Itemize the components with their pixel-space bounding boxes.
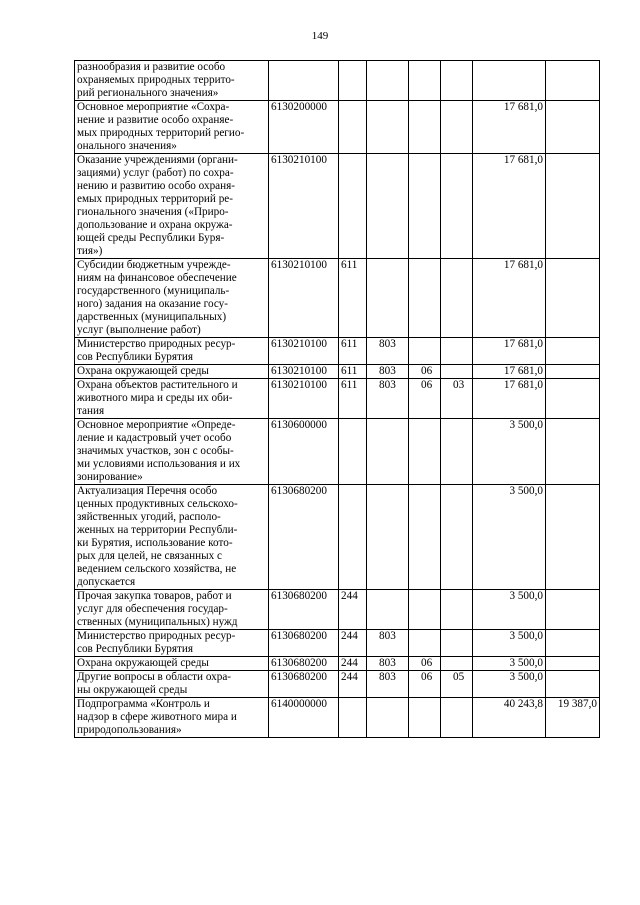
- expense-type-code-cell: [339, 154, 367, 259]
- item-name-cell: [75, 61, 269, 101]
- item-name-line: ющей среды Республики Буря-: [77, 232, 225, 244]
- budget-table: [74, 60, 600, 738]
- target-article-code-cell: 6130210100: [269, 259, 339, 338]
- target-article-code-cell: 6130680200: [269, 485, 339, 590]
- amount-second-cell: [546, 365, 600, 379]
- amount-cell: 17 681,0: [473, 365, 546, 379]
- subsection-code-cell: [441, 61, 473, 101]
- item-name-line: рий регионального значения»: [77, 87, 219, 99]
- item-name-line: Основное мероприятие «Опреде-: [77, 419, 236, 431]
- item-name-line: нение и развитие особо охраняе-: [77, 114, 234, 126]
- item-name-line: Охрана объектов растительного и: [77, 379, 238, 391]
- subsection-code-cell: [441, 657, 473, 671]
- amount-second-cell: [546, 101, 600, 154]
- section-code-cell: [409, 338, 441, 365]
- target-article-code-cell: 6130680200: [269, 590, 339, 630]
- table-row: [75, 590, 600, 630]
- item-name-line: животного мира и среды их оби-: [77, 392, 233, 404]
- item-name-line: ниям на финансовое обеспечение: [77, 272, 237, 284]
- table-row: [75, 419, 600, 485]
- expense-type-code-cell: 244: [339, 630, 367, 657]
- ministry-code-cell: [367, 259, 409, 338]
- section-code-cell: [409, 259, 441, 338]
- expense-type-code-cell: [339, 419, 367, 485]
- ministry-code-cell: 803: [367, 379, 409, 419]
- amount-cell: 17 681,0: [473, 154, 546, 259]
- item-name-line: нению и развитию особо охраня-: [77, 180, 235, 192]
- item-name-line: Оказание учреждениями (органи-: [77, 154, 238, 166]
- item-name-line: охраняемых природных террито-: [77, 74, 235, 86]
- table-row: [75, 154, 600, 259]
- item-name-line: ного) задания на оказание госу-: [77, 298, 228, 310]
- section-code-cell: [409, 590, 441, 630]
- item-name-line: емых природных территорий ре-: [77, 193, 233, 205]
- target-article-code-cell: 6130210100: [269, 379, 339, 419]
- item-name-line: Министерство природных ресур-: [77, 338, 236, 350]
- amount-cell: 3 500,0: [473, 419, 546, 485]
- table-row: [75, 61, 600, 101]
- item-name-line: надзор в сфере животного мира и: [77, 711, 237, 723]
- item-name-line: тия»): [77, 245, 103, 257]
- amount-cell: 3 500,0: [473, 590, 546, 630]
- subsection-code-cell: [441, 101, 473, 154]
- amount-cell: 40 243,8: [473, 698, 546, 738]
- ministry-code-cell: 803: [367, 338, 409, 365]
- amount-second-cell: [546, 590, 600, 630]
- item-name-line: Прочая закупка товаров, работ и: [77, 590, 232, 602]
- amount-second-cell: [546, 671, 600, 698]
- item-name-line: рых для целей, не связанных с: [77, 550, 223, 562]
- ministry-code-cell: [367, 485, 409, 590]
- item-name-line: сов Республики Бурятия: [77, 351, 194, 363]
- subsection-code-cell: [441, 419, 473, 485]
- section-code-cell: [409, 698, 441, 738]
- amount-second-cell: [546, 338, 600, 365]
- item-name-line: ведением сельского хозяйства, не: [77, 563, 237, 575]
- item-name-cell: [75, 630, 269, 657]
- ministry-code-cell: [367, 101, 409, 154]
- table-row: [75, 259, 600, 338]
- table-row: [75, 671, 600, 698]
- item-name-line: зонирование»: [77, 471, 143, 483]
- target-article-code-cell: 6130200000: [269, 101, 339, 154]
- amount-cell: 17 681,0: [473, 259, 546, 338]
- item-name-line: ми условиями использования и их: [77, 458, 241, 470]
- section-code-cell: [409, 154, 441, 259]
- expense-type-code-cell: [339, 101, 367, 154]
- amount-cell: 17 681,0: [473, 338, 546, 365]
- item-name-cell: [75, 101, 269, 154]
- expense-type-code-cell: 611: [339, 259, 367, 338]
- item-name-cell: [75, 485, 269, 590]
- item-name-cell: [75, 698, 269, 738]
- subsection-code-cell: [441, 590, 473, 630]
- table-row: [75, 630, 600, 657]
- item-name-line: Субсидии бюджетным учрежде-: [77, 259, 231, 271]
- item-name-line: гионального значения («Приро-: [77, 206, 229, 218]
- item-name-line: женных на территории Республи-: [77, 524, 238, 536]
- item-name-line: допускается: [77, 576, 136, 588]
- expense-type-code-cell: 611: [339, 338, 367, 365]
- subsection-code-cell: [441, 485, 473, 590]
- subsection-code-cell: [441, 698, 473, 738]
- expense-type-code-cell: [339, 485, 367, 590]
- item-name-line: Другие вопросы в области охра-: [77, 671, 232, 683]
- item-name-line: значимых участков, зон с особы-: [77, 445, 234, 457]
- item-name-cell: [75, 657, 269, 671]
- amount-cell: 3 500,0: [473, 671, 546, 698]
- subsection-code-cell: [441, 338, 473, 365]
- amount-cell: [473, 61, 546, 101]
- amount-cell: 3 500,0: [473, 630, 546, 657]
- amount-cell: 3 500,0: [473, 657, 546, 671]
- ministry-code-cell: 803: [367, 671, 409, 698]
- table-row: [75, 657, 600, 671]
- target-article-code-cell: 6140000000: [269, 698, 339, 738]
- amount-second-cell: [546, 485, 600, 590]
- subsection-code-cell: [441, 154, 473, 259]
- item-name-line: природопользования»: [77, 724, 182, 736]
- item-name-line: ки Бурятия, использование кото-: [77, 537, 233, 549]
- item-name-line: услуг для обеспечения государ-: [77, 603, 228, 615]
- subsection-code-cell: 05: [441, 671, 473, 698]
- target-article-code-cell: 6130680200: [269, 671, 339, 698]
- amount-second-cell: [546, 379, 600, 419]
- amount-second-cell: 19 387,0: [546, 698, 600, 738]
- item-name-line: тания: [77, 405, 105, 417]
- item-name-line: услуг (выполнение работ): [77, 324, 201, 336]
- item-name-line: ление и кадастровый учет особо: [77, 432, 232, 444]
- item-name-cell: [75, 365, 269, 379]
- ministry-code-cell: [367, 154, 409, 259]
- target-article-code-cell: 6130210100: [269, 154, 339, 259]
- item-name-line: Основное мероприятие «Сохра-: [77, 101, 230, 113]
- target-article-code-cell: 6130210100: [269, 365, 339, 379]
- target-article-code-cell: 6130600000: [269, 419, 339, 485]
- amount-second-cell: [546, 419, 600, 485]
- table-row: [75, 101, 600, 154]
- item-name-line: государственного (муниципаль-: [77, 285, 230, 297]
- table-row: [75, 379, 600, 419]
- section-code-cell: 06: [409, 379, 441, 419]
- item-name-line: дарственных (муниципальных): [77, 311, 227, 323]
- item-name-cell: [75, 419, 269, 485]
- expense-type-code-cell: 244: [339, 671, 367, 698]
- item-name-line: Охрана окружающей среды: [77, 365, 209, 377]
- item-name-cell: [75, 154, 269, 259]
- target-article-code-cell: [269, 61, 339, 101]
- item-name-cell: [75, 671, 269, 698]
- section-code-cell: [409, 101, 441, 154]
- subsection-code-cell: [441, 630, 473, 657]
- item-name-line: Министерство природных ресур-: [77, 630, 236, 642]
- expense-type-code-cell: 244: [339, 657, 367, 671]
- ministry-code-cell: [367, 590, 409, 630]
- ministry-code-cell: 803: [367, 630, 409, 657]
- expense-type-code-cell: [339, 61, 367, 101]
- amount-cell: 17 681,0: [473, 101, 546, 154]
- ministry-code-cell: [367, 419, 409, 485]
- subsection-code-cell: 03: [441, 379, 473, 419]
- amount-second-cell: [546, 630, 600, 657]
- expense-type-code-cell: 611: [339, 365, 367, 379]
- item-name-line: Актуализация Перечня особо: [77, 485, 218, 497]
- ministry-code-cell: [367, 61, 409, 101]
- table-row: [75, 698, 600, 738]
- item-name-line: допользование и охрана окружа-: [77, 219, 233, 231]
- section-code-cell: [409, 485, 441, 590]
- subsection-code-cell: [441, 259, 473, 338]
- section-code-cell: [409, 419, 441, 485]
- ministry-code-cell: [367, 698, 409, 738]
- item-name-cell: [75, 259, 269, 338]
- amount-second-cell: [546, 61, 600, 101]
- item-name-cell: [75, 338, 269, 365]
- expense-type-code-cell: 244: [339, 590, 367, 630]
- amount-second-cell: [546, 154, 600, 259]
- item-name-line: разнообразия и развитие особо: [77, 61, 226, 73]
- amount-cell: 17 681,0: [473, 379, 546, 419]
- page-number: 149: [311, 30, 329, 42]
- section-code-cell: 06: [409, 365, 441, 379]
- expense-type-code-cell: [339, 698, 367, 738]
- target-article-code-cell: 6130210100: [269, 338, 339, 365]
- section-code-cell: 06: [409, 657, 441, 671]
- section-code-cell: [409, 630, 441, 657]
- section-code-cell: [409, 61, 441, 101]
- section-code-cell: 06: [409, 671, 441, 698]
- item-name-line: ценных продуктивных сельскохо-: [77, 498, 238, 510]
- target-article-code-cell: 6130680200: [269, 630, 339, 657]
- item-name-line: мых природных территорий регио-: [77, 127, 245, 139]
- item-name-line: сов Республики Бурятия: [77, 643, 194, 655]
- amount-second-cell: [546, 657, 600, 671]
- item-name-cell: [75, 379, 269, 419]
- item-name-line: Подпрограмма «Контроль и: [77, 698, 210, 710]
- item-name-line: ны окружающей среды: [77, 684, 188, 696]
- amount-second-cell: [546, 259, 600, 338]
- item-name-line: зяйственных угодий, располо-: [77, 511, 221, 523]
- item-name-line: ственных (муниципальных) нужд: [77, 616, 238, 628]
- item-name-line: онального значения»: [77, 140, 177, 152]
- expense-type-code-cell: 611: [339, 379, 367, 419]
- table-row: [75, 485, 600, 590]
- target-article-code-cell: 6130680200: [269, 657, 339, 671]
- item-name-line: Охрана окружающей среды: [77, 657, 209, 669]
- table-row: [75, 365, 600, 379]
- subsection-code-cell: [441, 365, 473, 379]
- table-row: [75, 338, 600, 365]
- amount-cell: 3 500,0: [473, 485, 546, 590]
- ministry-code-cell: 803: [367, 657, 409, 671]
- item-name-cell: [75, 590, 269, 630]
- item-name-line: зациями) услуг (работ) по сохра-: [77, 167, 234, 179]
- ministry-code-cell: 803: [367, 365, 409, 379]
